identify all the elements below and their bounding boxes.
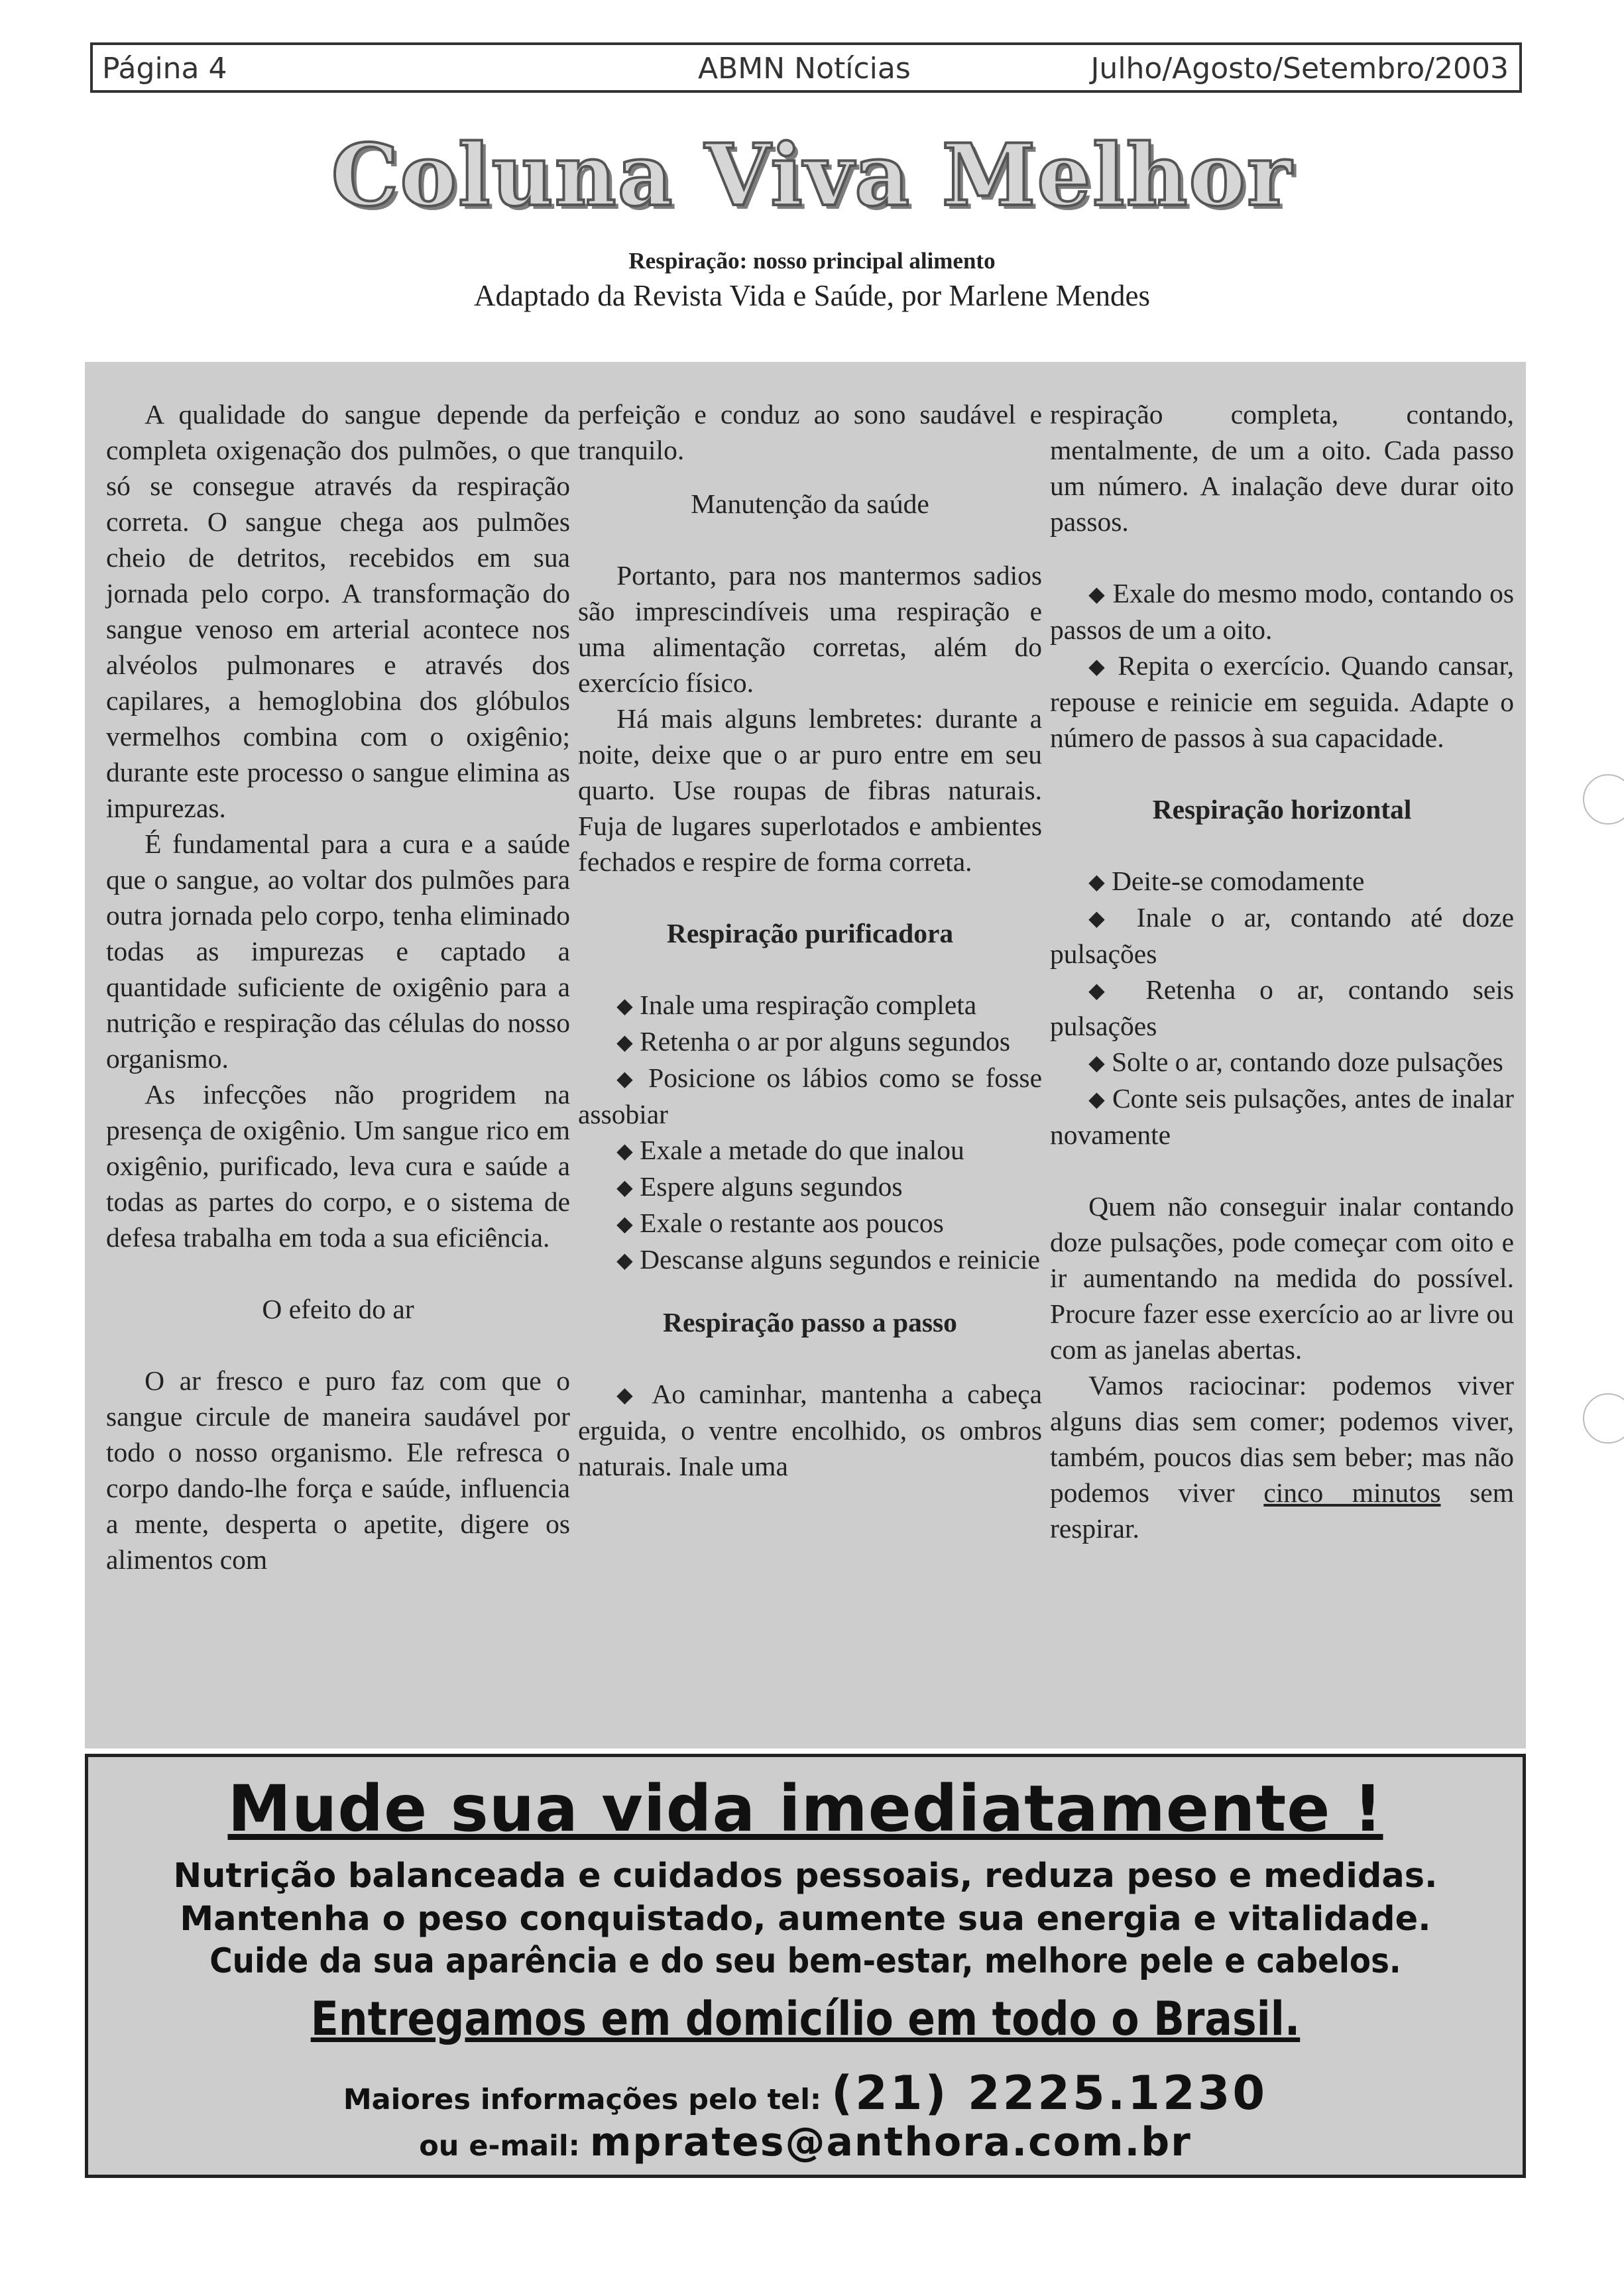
list-item: ◆ Solte o ar, contando doze pulsações [1088,1047,1503,1077]
section-heading: Respiração passo a passo [663,1307,957,1338]
list-item: ◆ Repita o exercício. Quando cansar, repouse e reinicie em seguida. Adapte o número de passos à sua capacidade. [1050,650,1514,753]
list-item: ◆ Retenha o ar por alguns segundos [616,1026,1011,1057]
article-column-1 [106,396,570,1577]
paragraph: Portanto, para nos mantermos sadios são imprescindíveis uma respiração e uma alimentação corretas, além do exercício físico. [578,560,1042,698]
paragraph: Quem não conseguir inalar contando doze pulsações, pode começar com oito e ir aumentando na medida do possível. Procure fazer esse exercício ao ar livre ou com as janelas abertas. [1050,1191,1514,1365]
diamond-icon: ◆ [1088,978,1122,1002]
ad-line: Mantenha o peso conquistado, aumente sua energia e vitalidade. [180,1900,1431,1939]
diamond-icon: ◆ [616,1212,633,1235]
list-item: ◆ Posicione os lábios como se fosse assobiar [578,1062,1042,1129]
ad-delivery-line: Entregamos em domicílio em todo o Brasil. [310,1992,1301,2046]
ad-line: Cuide da sua aparência e do seu bem-estar, melhore pele e cabelos. [209,1941,1401,1981]
ad-phone-line: Maiores informações pelo tel: (21) 2225.1230 [343,2066,1268,2120]
page-number: Página 4 [102,52,227,86]
article-column-3 [1050,396,1514,1546]
paragraph: A qualidade do sangue depende da completa oxigenação dos pulmões, o que só se consegue através da respiração correta. O sangue chega aos pulmões cheio de detritos, recebidos em sua jornada pelo corpo. A transformação do sangue venoso em arterial acontece nos alvéolos pulmonares e através dos capilares, a hemoglobina dos glóbulos vermelhos combina com o oxigênio; durante este processo o sangue elimina as impurezas. [106,399,570,823]
list-item: ◆ Conte seis pulsações, antes de inalar novamente [1050,1083,1514,1150]
diamond-icon: ◆ [1088,582,1106,606]
paragraph: perfeição e conduz ao sono saudável e tranquilo. [578,399,1042,465]
diamond-icon: ◆ [1088,654,1108,678]
list-item: ◆ Inale uma respiração completa [616,990,977,1020]
article-column-2 [578,396,1042,1484]
paragraph: O ar fresco e puro faz com que o sangue circule de maneira saudável por todo o nosso organismo. Ele refresca o corpo dando-lhe força e saúde, influencia a mente, desperta o apetite, digere os alimentos com [106,1365,570,1575]
phone-number: (21) 2225.1230 [831,2066,1268,2120]
issue-date: Julho/Agosto/Setembro/2003 [1090,52,1509,86]
paragraph: Há mais alguns lembretes: durante a noite, deixe que o ar puro entre em seu quarto. Use roupas de fibras naturais. Fuja de lugares superlotados e ambientes fechados e respire de forma correta. [578,703,1042,877]
underlined-text: cinco minutos [1263,1477,1441,1508]
diamond-icon: ◆ [616,1066,638,1090]
email-address: mprates@anthora.com.br [589,2119,1192,2165]
diamond-icon: ◆ [616,1139,633,1163]
section-heading: Manutenção da saúde [691,488,929,519]
list-item: ◆ Exale a metade do que inalou [616,1135,964,1165]
diamond-icon: ◆ [1088,906,1118,930]
section-heading: Respiração purificadora [666,918,954,948]
ad-email-line: ou e-mail: mprates@anthora.com.br [419,2119,1192,2165]
punch-hole [1583,1393,1624,1444]
publication-name: ABMN Notícias [698,52,911,86]
list-item: ◆ Inale o ar, contando até doze pulsações [1050,902,1514,969]
paragraph: respiração completa, contando, mentalmente, de um a oito. Cada passo um número. A inalação deve durar oito passos. [1050,399,1514,537]
diamond-icon: ◆ [616,1383,640,1406]
list-item: ◆ Retenha o ar, contando seis pulsações [1050,974,1514,1041]
section-heading: Respiração horizontal [1152,794,1412,825]
diamond-icon: ◆ [1088,1087,1106,1111]
diamond-icon: ◆ [616,994,633,1017]
diamond-icon: ◆ [616,1175,633,1199]
list-item: ◆ Exale o restante aos poucos [616,1208,944,1238]
paragraph: É fundamental para a cura e a saúde que o sangue, ao voltar dos pulmões para outra jornada pelo corpo, tenha eliminado todas as impurezas e captado a quantidade suficiente de oxigênio para a nutrição e respiração das células do nosso organismo. [106,829,570,1074]
paragraph: As infecções não progridem na presença de oxigênio. Um sangue rico em oxigênio, purificado, leva cura e saúde a todas as partes do corpo, e o sistema de defesa trabalha em toda a sua eficiência. [106,1079,570,1253]
diamond-icon: ◆ [1088,1051,1105,1074]
list-item: ◆ Espere alguns segundos [616,1171,903,1202]
article-byline: Adaptado da Revista Vida e Saúde, por Marlene Mendes [474,279,1150,312]
list-item: ◆ Ao caminhar, mantenha a cabeça erguida, o ventre encolhido, os ombros naturais. Inale uma [578,1379,1042,1481]
ad-headline: Mude sua vida imediatamente ! [227,1772,1383,1846]
list-item: ◆ Deite-se comodamente [1088,866,1365,896]
punch-hole [1583,774,1624,825]
article-subtitle: Respiração: nosso principal alimento [628,248,996,274]
list-item: ◆ Descanse alguns segundos e reinicie [616,1244,1040,1275]
ad-line: Nutrição balanceada e cuidados pessoais, reduza peso e medidas. [173,1857,1438,1896]
advertisement-box [85,1754,1526,2178]
diamond-icon: ◆ [1088,870,1105,893]
section-heading: O efeito do ar [262,1294,414,1324]
paragraph: Vamos raciocinar: podemos viver alguns dias sem comer; podemos viver, também, poucos dias sem beber; mas não podemos viver cinco minutos sem respirar. [1050,1370,1514,1544]
list-item: ◆ Exale do mesmo modo, contando os passos de um a oito. [1050,578,1515,645]
page-header [90,42,1522,93]
column-title: Coluna Viva Melhor [331,126,1293,225]
diamond-icon: ◆ [616,1248,633,1272]
diamond-icon: ◆ [616,1030,633,1054]
